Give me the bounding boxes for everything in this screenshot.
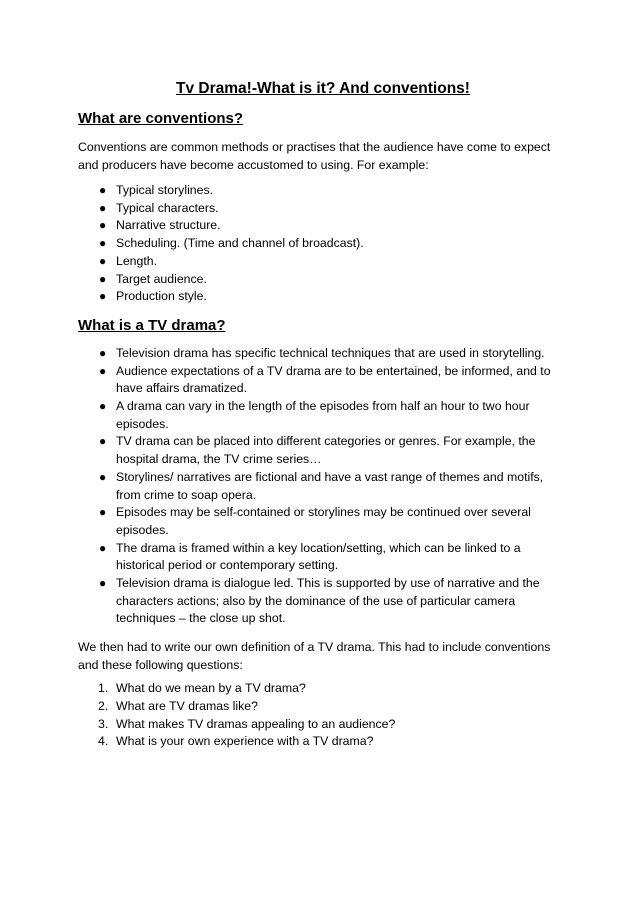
bullet-icon: ● [99,434,107,449]
document-page [78,79,568,751]
list-item-text: TV drama can be placed into different categories or genres. For example, the hospital drama, the TV crime series… [116,434,536,467]
list-item [78,716,568,734]
list-item-text: Television drama has specific technical techniques that are used in storytelling. [116,345,545,360]
list-item-text: Target audience. [116,271,207,286]
definition-paragraph: We then had to write our own definition of a TV drama. This had to include conventions and these following questions: [78,640,551,673]
heading-what-is-a-tv-drama: What is a TV drama? [78,316,226,334]
list-item [78,217,568,235]
list-item-text: Typical characters. [116,200,219,215]
list-item [78,575,568,628]
bullet-icon: ● [99,363,107,378]
tv-drama-list [78,345,568,628]
list-item [78,271,568,289]
bullet-icon: ● [99,271,107,286]
bullet-icon: ● [99,289,107,304]
list-item-text: What do we mean by a TV drama? [116,681,306,696]
list-item [78,469,568,504]
list-item [78,433,568,468]
list-item [78,363,568,398]
bullet-icon: ● [99,218,107,233]
list-item [78,680,568,698]
list-item-text: Production style. [116,289,207,304]
bullet-icon: ● [99,236,107,251]
bullet-icon: ● [99,345,107,360]
list-item [78,288,568,306]
list-item-text: The drama is framed within a key location/setting, which can be linked to a historical period or contemporary setting. [116,540,521,573]
bullet-icon: ● [99,183,107,197]
list-item [78,698,568,716]
list-item [78,253,568,271]
list-item-text: A drama can vary in the length of the episodes from half an hour to two hour episodes. [116,399,530,431]
list-item-text: Storylines/ narratives are fictional and have a vast range of themes and motifs, from crime to soap opera. [116,469,544,502]
list-number: 3. [98,716,109,731]
list-item-text: Television drama is dialogue led. This is supported by use of narrative and the characters actions; also by the dominance of the use of particular camera techniques – the close up shot. [116,576,540,626]
list-item [78,182,568,200]
list-item [78,200,568,218]
bullet-icon: ● [99,505,107,520]
page-title: Tv Drama!-What is it? And conventions! [176,80,470,97]
list-item-text: What is your own experience with a TV drama? [116,734,374,749]
heading-what-are-conventions: What are conventions? [78,110,244,127]
list-item-text: Length. [116,253,158,268]
list-item-text: Audience expectations of a TV drama are to be entertained, be informed, and to have affairs dramatized. [116,363,551,396]
conventions-list [78,182,568,306]
list-item [78,540,568,575]
list-item-text: Episodes may be self-contained or storylines may be continued over several episodes. [116,505,531,537]
list-item-text: What are TV dramas like? [116,698,258,713]
bullet-icon: ● [99,253,107,268]
list-number: 1. [98,681,109,696]
conventions-intro-paragraph: Conventions are common methods or practises that the audience have come to expect and producers have become accustomed to using. For example: [78,140,551,172]
list-item [78,398,568,433]
bullet-icon: ● [99,200,107,215]
list-item-text: Scheduling. (Time and channel of broadcast). [116,236,364,251]
list-item-text: What makes TV dramas appealing to an audience? [116,716,396,731]
bullet-icon: ● [99,540,107,555]
list-number: 4. [98,734,109,749]
list-item [78,345,568,363]
list-item [78,504,568,539]
bullet-icon: ● [99,469,107,484]
questions-list [78,680,568,751]
list-item-text: Typical storylines. [116,183,214,197]
list-item [78,235,568,253]
list-number: 2. [98,698,109,713]
list-item [78,733,568,751]
bullet-icon: ● [99,576,107,591]
bullet-icon: ● [99,399,107,414]
list-item-text: Narrative structure. [116,218,221,233]
